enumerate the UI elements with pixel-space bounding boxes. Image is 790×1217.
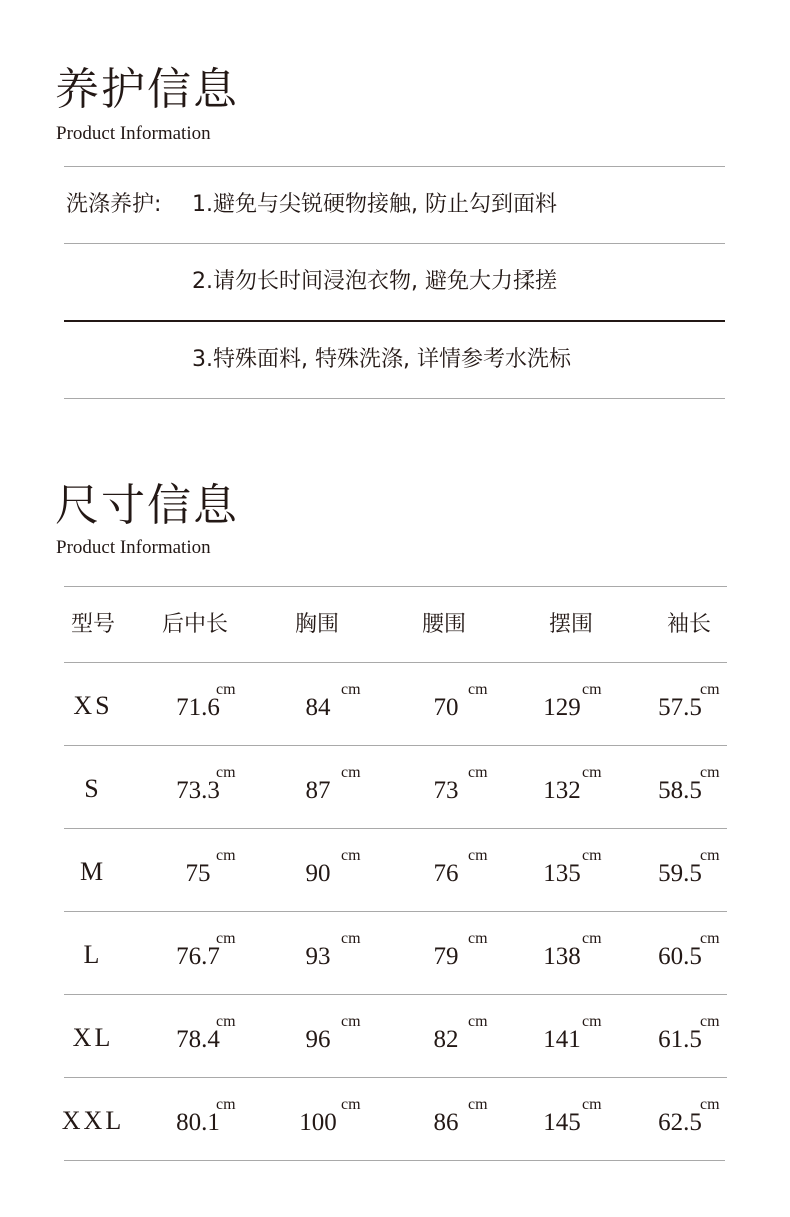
unit-label: cm bbox=[582, 1013, 602, 1030]
measurement-value: 70 bbox=[433, 694, 459, 721]
header-cell: 后中长 bbox=[161, 612, 229, 637]
size-label: S bbox=[84, 774, 102, 803]
measurement-value: 62.5 bbox=[658, 1109, 702, 1136]
measurement-value: 90 bbox=[305, 860, 331, 887]
measurement-value: 82 bbox=[433, 1026, 459, 1053]
header-cell: 袖长 bbox=[666, 612, 712, 637]
unit-label: cm bbox=[216, 930, 236, 947]
measurement-value: 129 bbox=[543, 694, 581, 721]
header-cell: 摆围 bbox=[548, 612, 594, 637]
care-section-title: 养护信息 bbox=[55, 64, 239, 115]
care-item-text: 2.请勿长时间浸泡衣物, 避免大力揉搓 bbox=[192, 269, 557, 294]
measurement-value: 73.3 bbox=[176, 777, 220, 804]
size-label: M bbox=[79, 857, 107, 886]
measurement-value: 87 bbox=[305, 777, 331, 804]
header-cell: 腰围 bbox=[421, 612, 467, 637]
measurement-value: 93 bbox=[305, 943, 331, 970]
unit-label: cm bbox=[216, 1013, 236, 1030]
unit-label: cm bbox=[700, 847, 720, 864]
size-table bbox=[61, 586, 727, 1161]
measurement-value: 79 bbox=[433, 943, 459, 970]
care-item-text: 3.特殊面料, 特殊洗涤, 详情参考水洗标 bbox=[192, 347, 571, 372]
unit-label: cm bbox=[216, 764, 236, 781]
unit-label: cm bbox=[341, 847, 361, 864]
unit-label: cm bbox=[341, 764, 361, 781]
unit-label: cm bbox=[468, 847, 488, 864]
header-cell: 胸围 bbox=[294, 612, 340, 637]
divider bbox=[64, 1160, 725, 1161]
measurement-value: 86 bbox=[433, 1109, 459, 1136]
measurement-value: 100 bbox=[299, 1109, 337, 1136]
care-item bbox=[64, 320, 725, 398]
size-section-title: 尺寸信息 bbox=[55, 480, 239, 531]
care-item bbox=[64, 166, 725, 243]
measurement-value: 58.5 bbox=[658, 777, 702, 804]
measurement-value: 96 bbox=[305, 1026, 331, 1053]
unit-label: cm bbox=[700, 1013, 720, 1030]
measurement-value: 141 bbox=[543, 1026, 581, 1053]
measurement-value: 78.4 bbox=[176, 1026, 220, 1053]
measurement-value: 80.1 bbox=[176, 1109, 220, 1136]
measurement-value: 76 bbox=[433, 860, 459, 887]
unit-label: cm bbox=[582, 847, 602, 864]
measurement-value: 61.5 bbox=[658, 1026, 702, 1053]
unit-label: cm bbox=[582, 1096, 602, 1113]
measurement-value: 59.5 bbox=[658, 860, 702, 887]
table-row bbox=[61, 1077, 727, 1160]
unit-label: cm bbox=[700, 1096, 720, 1113]
size-label: XXL bbox=[61, 1106, 125, 1135]
care-item-text: 1.避免与尖锐硬物接触, 防止勾到面料 bbox=[192, 192, 557, 217]
size-section-subtitle: Product Information bbox=[56, 537, 211, 558]
unit-label: cm bbox=[216, 681, 236, 698]
table-row bbox=[64, 828, 727, 911]
care-list bbox=[64, 166, 725, 399]
unit-label: cm bbox=[468, 1096, 488, 1113]
unit-label: cm bbox=[700, 930, 720, 947]
measurement-value: 76.7 bbox=[176, 943, 220, 970]
table-row bbox=[64, 745, 727, 828]
unit-label: cm bbox=[341, 681, 361, 698]
table-row bbox=[64, 662, 727, 745]
size-table-header bbox=[64, 586, 727, 662]
table-row bbox=[64, 994, 727, 1077]
header-cell: 型号 bbox=[70, 612, 116, 637]
unit-label: cm bbox=[341, 930, 361, 947]
unit-label: cm bbox=[341, 1096, 361, 1113]
care-label: 洗涤养护: bbox=[66, 192, 162, 217]
measurement-value: 75 bbox=[185, 860, 211, 887]
measurement-value: 84 bbox=[305, 694, 331, 721]
measurement-value: 138 bbox=[543, 943, 581, 970]
unit-label: cm bbox=[700, 764, 720, 781]
unit-label: cm bbox=[341, 1013, 361, 1030]
care-item bbox=[64, 243, 725, 320]
unit-label: cm bbox=[468, 681, 488, 698]
unit-label: cm bbox=[582, 681, 602, 698]
unit-label: cm bbox=[468, 764, 488, 781]
unit-label: cm bbox=[582, 764, 602, 781]
divider bbox=[64, 398, 725, 399]
unit-label: cm bbox=[582, 930, 602, 947]
care-section-subtitle: Product Information bbox=[56, 123, 211, 144]
table-row bbox=[64, 911, 727, 994]
unit-label: cm bbox=[700, 681, 720, 698]
unit-label: cm bbox=[468, 1013, 488, 1030]
unit-label: cm bbox=[216, 847, 236, 864]
measurement-value: 145 bbox=[543, 1109, 581, 1136]
measurement-value: 132 bbox=[543, 777, 581, 804]
size-label: XL bbox=[72, 1023, 114, 1052]
measurement-value: 135 bbox=[543, 860, 581, 887]
size-label: L bbox=[83, 940, 103, 969]
size-label: XS bbox=[73, 691, 113, 720]
measurement-value: 60.5 bbox=[658, 943, 702, 970]
unit-label: cm bbox=[216, 1096, 236, 1113]
measurement-value: 71.6 bbox=[176, 694, 220, 721]
unit-label: cm bbox=[468, 930, 488, 947]
measurement-value: 57.5 bbox=[658, 694, 702, 721]
measurement-value: 73 bbox=[433, 777, 459, 804]
